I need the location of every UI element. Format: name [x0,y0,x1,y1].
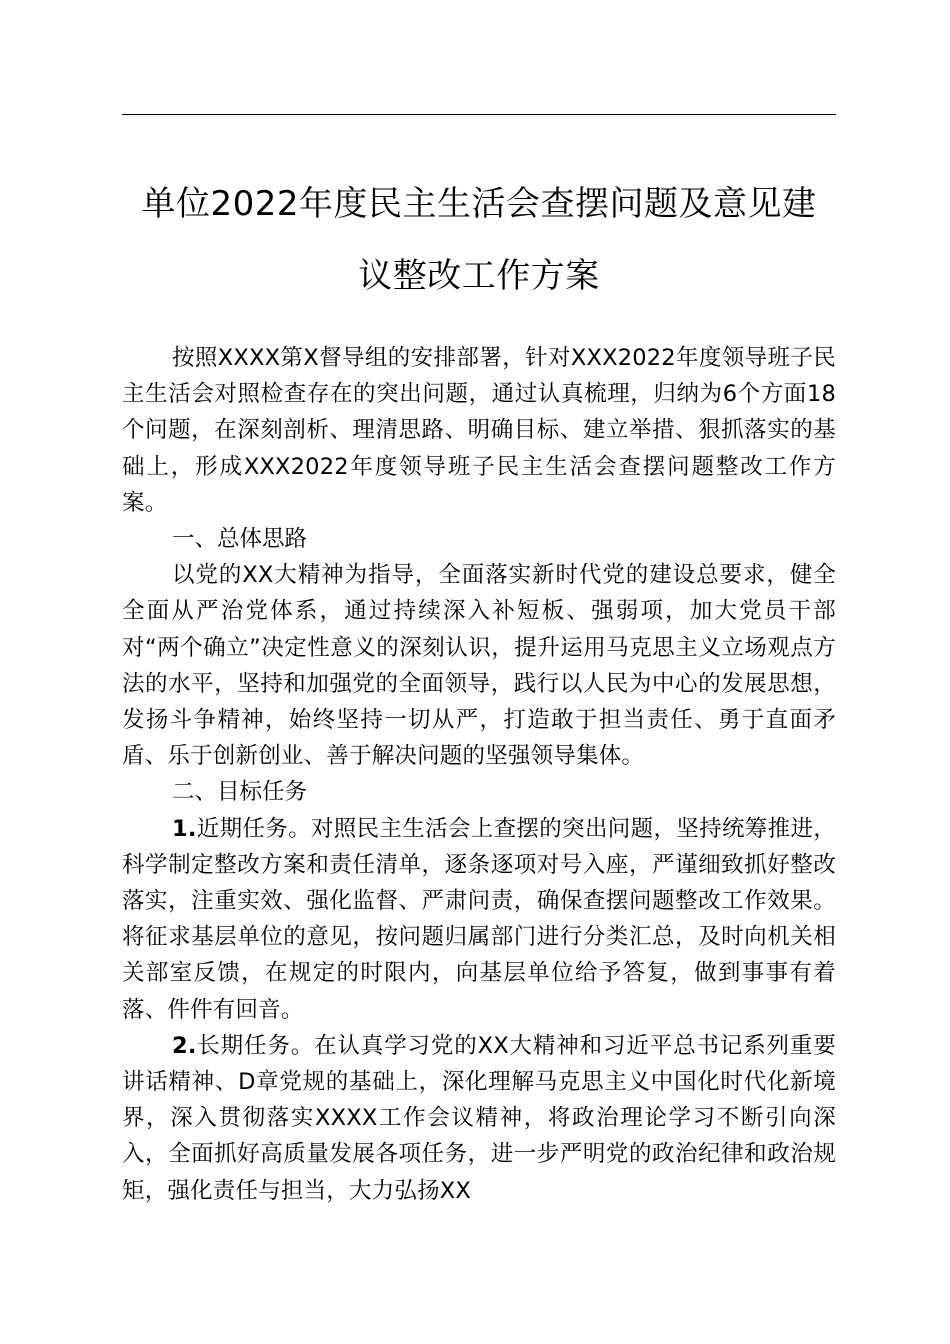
document-body [122,340,836,1209]
goal-item-1-text: 近期任务。对照民主生活会上查摆的突出问题，坚持统筹推进，科学制定整改方案和责任清单，逐条逐项对号入座，严谨细致抓好整改落实，注重实效、强化监督、严肃问责，确保查摆问题整改工作效果。将征求基层单位的意见，按问题归属部门进行分类汇总，及时向机关相关部室反馈，在规定的时限内，向基层单位给予答复，做到事事有着落、件件有回音。 [122,815,836,1023]
overall-paragraph: 以党的XX大精神为指导，全面落实新时代党的建设总要求，健全全面从严治党体系，通过持续深入补短板、强弱项，加大党员干部对“两个确立”决定性意义的深刻认识，提升运用马克思主义立场观点方法的水平，坚持和加强党的全面领导，践行以人民为中心的发展思想，发扬斗争精神，始终坚持一切从严，打造敢于担当责任、勇于直面矛盾、乐于创新创业、善于解决问题的坚强领导集体。 [122,562,836,770]
section-heading-overall: 一、总体思路 [172,526,308,553]
title-line-1: 单位2022年度民主生活会查摆问题及意见建 [141,184,817,224]
title-line-2: 议整改工作方案 [358,256,600,296]
section-heading-goals: 二、目标任务 [172,779,308,806]
intro-paragraph: 按照XXXX第X督导组的安排部署，针对XXX2022年度领导班子民主生活会对照检查存在的突出问题，通过认真梳理，归纳为6个方面18个问题，在深刻剖析、理清思路、明确目标、建立举措、狠抓落实的基础上，形成XXX2022年度领导班子民主生活会查摆问题整改工作方案。 [122,345,836,516]
document-title [122,168,836,312]
goal-item-1 [122,811,836,1028]
goal-item-2-text: 长期任务。在认真学习党的XX大精神和习近平总书记系列重要讲话精神、D章党规的基础上，深化理解马克思主义中国化时代化新境界，深入贯彻落实XXXX工作会议精神，将政治理论学习不断引向深入，全面抓好高质量发展各项任务，进一步严明党的政治纪律和政治规矩，强化责任与担当，大力弘扬XX [122,1032,836,1204]
goal-item-2 [122,1028,836,1209]
header-rule [122,114,836,115]
goal-item-1-number: 1. [172,815,197,842]
goal-item-2-number: 2. [172,1032,197,1059]
